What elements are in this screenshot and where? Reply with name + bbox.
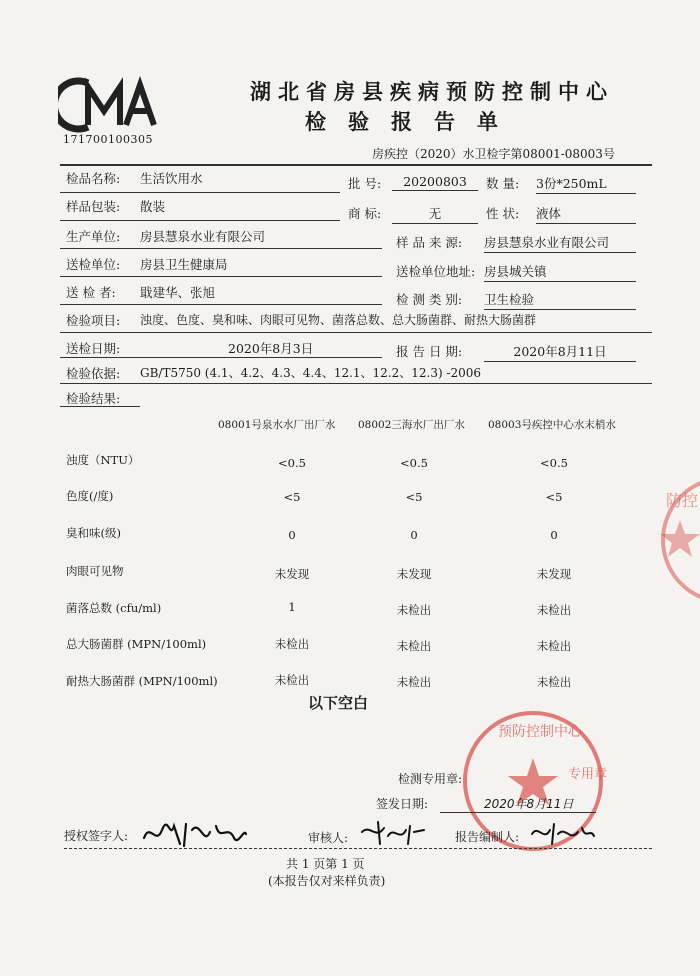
edge-seal	[650, 470, 700, 610]
result-value: <5	[545, 490, 563, 504]
disclaimer: (本报告仅对来样负责)	[268, 874, 386, 888]
compiler-signature	[528, 818, 598, 848]
cma-logo	[58, 75, 168, 135]
doc-number: 房疾控（2020）水卫检字第08001-08003号	[372, 147, 615, 161]
result-row-label: 浊度（NTU）	[66, 453, 140, 467]
row-line	[60, 357, 382, 358]
packaging-label: 样品包装:	[66, 199, 121, 214]
brand: 无	[392, 204, 478, 224]
authorized-label: 授权签字人:	[64, 829, 129, 843]
submitter-addr-label: 送检单位地址:	[396, 264, 476, 279]
sample-name: 生活饮用水	[140, 171, 203, 186]
row-line	[60, 276, 382, 277]
blank-note: 以下空白	[308, 694, 369, 712]
issue-date: 2020年8月11日	[484, 797, 574, 811]
stamp-label: 检测专用章:	[398, 772, 463, 786]
seal-top-text: 预防控制中心	[498, 724, 582, 740]
report-date: 2020年8月11日	[484, 342, 636, 362]
row-line	[60, 220, 340, 221]
header-divider	[60, 164, 652, 166]
result-row-label: 耐热大肠菌群 (MPN/100ml)	[66, 674, 218, 688]
compiler-label: 报告编制人:	[455, 830, 520, 844]
authorized-signature	[140, 816, 250, 852]
result-value: 未检出	[536, 603, 572, 617]
seal-side-text: 专用章	[568, 767, 608, 782]
submit-date: 2020年8月3日	[228, 341, 314, 356]
result-value: 未发现	[396, 567, 432, 581]
result-row-label: 肉眼可见物	[66, 564, 124, 578]
source-label: 样 品 来 源:	[396, 235, 463, 250]
signoff-line	[64, 848, 652, 849]
result-value: <0.5	[540, 456, 568, 470]
edge-seal-text: 防控	[666, 491, 699, 510]
org-name: 湖北省房县疾病预防控制中心	[250, 79, 614, 104]
producer: 房县慧泉水业有限公司	[140, 229, 266, 244]
submitter-addr: 房县城关镇	[484, 262, 636, 282]
row-line	[60, 248, 382, 249]
result-row-label: 臭和味(级)	[66, 526, 121, 540]
source: 房县慧泉水业有限公司	[484, 233, 636, 253]
result-value: 未检出	[396, 675, 432, 689]
basis-label: 检验依据:	[66, 366, 121, 381]
result-value: 0	[410, 528, 418, 542]
result-value: 0	[550, 528, 558, 542]
sample-name-label: 检品名称:	[66, 171, 121, 186]
packaging: 散装	[140, 199, 166, 214]
basis: GB/T5750 (4.1、4.2、4.3、4.4、12.1、12.2、12.3) -2006	[140, 366, 482, 380]
category: 卫生检验	[484, 290, 636, 310]
quantity-label: 数 量:	[486, 176, 520, 191]
column-header: 08001号泉水水厂出厂水	[218, 419, 336, 431]
issue-date-line	[440, 812, 596, 813]
inspector-label: 送 检 者:	[66, 285, 116, 300]
column-header: 08002三海水厂出厂水	[358, 419, 465, 431]
inspector: 戢建华、张旭	[140, 285, 216, 300]
result-value: 未检出	[274, 637, 310, 651]
result-value: <5	[405, 490, 423, 504]
batch: 20200803	[392, 174, 478, 191]
result-value: 1	[288, 600, 296, 614]
row-line	[60, 192, 340, 193]
report-date-label: 报 告 日 期:	[396, 344, 463, 359]
producer-label: 生产单位:	[66, 229, 121, 244]
issue-date-label: 签发日期:	[376, 797, 429, 811]
result-value: 未检出	[536, 675, 572, 689]
result-value: <0.5	[400, 456, 428, 470]
row-line	[60, 304, 382, 305]
property: 液体	[536, 204, 636, 224]
row-line	[60, 383, 652, 384]
result-value: <5	[283, 490, 301, 504]
batch-label: 批 号:	[348, 176, 382, 191]
submitter: 房县卫生健康局	[140, 257, 228, 272]
column-header: 08003号疾控中心水末梢水	[488, 419, 616, 431]
result-value: 未检出	[396, 639, 432, 653]
doc-title: 检验报告单	[305, 109, 520, 134]
result-row-label: 色度(/度)	[66, 489, 114, 503]
result-value: 未检出	[274, 673, 310, 687]
submit-date-label: 送检日期:	[66, 341, 121, 356]
result-value: 0	[288, 528, 296, 542]
result-row-label: 总大肠菌群 (MPN/100ml)	[66, 637, 207, 651]
result-value: 未检出	[396, 603, 432, 617]
cma-number: 171700100305	[63, 133, 153, 146]
items: 浊度、色度、臭和味、肉眼可见物、菌落总数、总大肠菌群、耐热大肠菌群	[140, 313, 537, 327]
results-label: 检验结果:	[66, 391, 121, 406]
result-value: <0.5	[278, 456, 306, 470]
result-value: 未发现	[536, 567, 572, 581]
items-label: 检验项目:	[66, 313, 121, 328]
result-row-label: 菌落总数 (cfu/ml)	[66, 601, 162, 615]
category-label: 检 测 类 别:	[396, 292, 463, 307]
result-value: 未检出	[536, 639, 572, 653]
quantity: 3份*250mL	[536, 174, 636, 194]
reviewer-label: 审核人:	[308, 831, 349, 845]
brand-label: 商 标:	[348, 206, 382, 221]
row-line	[60, 332, 652, 333]
submitter-label: 送检单位:	[66, 257, 121, 272]
property-label: 性 状:	[486, 206, 520, 221]
reviewer-signature	[358, 818, 428, 848]
results-underline	[60, 406, 140, 407]
result-value: 未发现	[274, 567, 310, 581]
page-info: 共 1 页第 1 页	[286, 857, 365, 871]
